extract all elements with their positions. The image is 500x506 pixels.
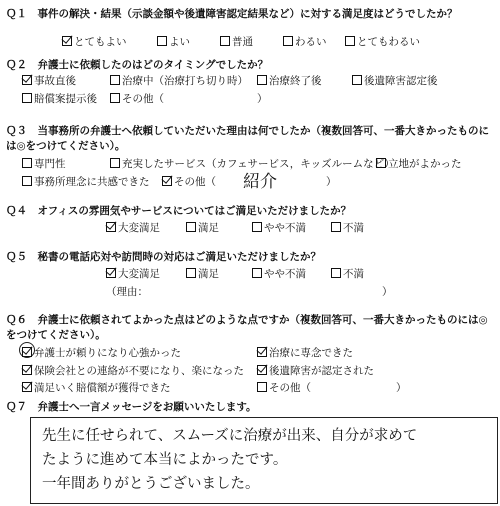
checkbox-icon xyxy=(110,158,120,168)
option-label: 賠償案提示後 xyxy=(34,93,97,105)
q3-close-paren: ） xyxy=(326,176,337,188)
option-label: 事故直後 xyxy=(34,75,76,87)
checkbox-icon xyxy=(186,222,196,232)
option-label: 充実したサービス（カフェサービス，キッズルームなど） xyxy=(122,158,395,170)
checkbox-icon xyxy=(252,268,262,278)
checkbox-icon xyxy=(110,75,120,85)
q2-option-right-after-accident[interactable] xyxy=(22,73,76,88)
option-label: 満足いく賠償額が獲得できた xyxy=(34,382,171,394)
checkbox-icon xyxy=(157,36,167,46)
option-label: 後遺障害認定後 xyxy=(364,75,438,87)
q6-option-no-insurer-contact[interactable] xyxy=(22,363,244,378)
q2-option-other[interactable] xyxy=(110,91,164,106)
option-label: やや不満 xyxy=(264,268,306,280)
checkbox-checked-icon xyxy=(22,382,32,392)
checkbox-checked-icon xyxy=(257,347,267,357)
q2-option-after-disability-cert[interactable] xyxy=(352,73,438,88)
q7-handwritten-line-1: 先生に任せられて、スムーズに治療が出来、自分が求めて xyxy=(42,428,418,444)
option-label: 治療終了後 xyxy=(269,75,322,87)
q7-handwritten-line-3: 一年間ありがとうございました。 xyxy=(42,476,260,492)
option-label: 弁護士が頼りになり心強かった xyxy=(34,347,181,359)
q1-option-very-bad[interactable] xyxy=(345,34,420,49)
checkbox-icon xyxy=(352,75,362,85)
option-label: 専門性 xyxy=(34,158,66,170)
checkbox-icon xyxy=(22,158,32,168)
q4-option-somewhat-dissatisfied[interactable] xyxy=(252,220,306,235)
option-label: 大変満足 xyxy=(118,268,160,280)
option-label: 満足 xyxy=(198,268,219,280)
option-label: 事務所理念に共感できた xyxy=(34,176,150,188)
checkbox-checked-icon xyxy=(257,365,267,375)
checkbox-checked-icon xyxy=(106,268,116,278)
option-label: その他（ xyxy=(174,176,216,188)
q3-option-location[interactable] xyxy=(376,156,462,171)
q7-handwritten-line-2: たように進めて本当によかったです。 xyxy=(42,452,288,468)
option-label: 不満 xyxy=(343,222,364,234)
checkbox-icon xyxy=(110,93,120,103)
q2-close-paren: ） xyxy=(257,93,268,105)
checkbox-icon xyxy=(257,382,267,392)
q5-option-dissatisfied[interactable] xyxy=(331,266,364,281)
checkbox-checked-icon xyxy=(162,176,172,186)
q2-option-during-treatment[interactable] xyxy=(110,73,248,88)
checkbox-icon xyxy=(22,93,32,103)
option-label: わるい xyxy=(295,36,327,48)
option-label: よい xyxy=(169,36,190,48)
q6-option-reliable-lawyer[interactable] xyxy=(22,345,181,360)
q4-option-dissatisfied[interactable] xyxy=(331,220,364,235)
checkbox-icon xyxy=(331,268,341,278)
q2-option-after-treatment[interactable] xyxy=(257,73,322,88)
checkbox-icon xyxy=(186,268,196,278)
q4-option-very-satisfied[interactable] xyxy=(106,220,160,235)
q6-question: Ｑ６ 弁護士に依頼されてよかった点はどのような点ですか（複数回答可、一番大きかったものには◎をつけてください）。 xyxy=(6,314,488,341)
option-label: とてもわるい xyxy=(357,36,420,48)
q3-option-philosophy[interactable] xyxy=(22,174,150,189)
q6-option-focus-on-treatment[interactable] xyxy=(257,345,353,360)
q5-option-satisfied[interactable] xyxy=(186,266,219,281)
q7-question: Ｑ７ 弁護士へ一言メッセージをお願いいたします。 xyxy=(6,401,257,413)
option-label: 不満 xyxy=(343,268,364,280)
checkbox-icon xyxy=(283,36,293,46)
checkbox-checked-icon xyxy=(22,75,32,85)
option-label: 保険会社との連絡が不要になり、楽になった xyxy=(34,365,244,377)
q6-option-disability-certified[interactable] xyxy=(257,363,374,378)
q5-reason-label: （理由： xyxy=(106,286,148,298)
q6-close-paren: ） xyxy=(396,382,407,394)
q1-option-bad[interactable] xyxy=(283,34,327,49)
q1-option-normal[interactable] xyxy=(220,34,253,49)
q5-option-very-satisfied[interactable] xyxy=(106,266,160,281)
option-label: 普通 xyxy=(232,36,253,48)
option-label: 満足 xyxy=(198,222,219,234)
checkbox-icon xyxy=(252,222,262,232)
q2-option-after-compensation-offer[interactable] xyxy=(22,91,97,106)
q5-question: Ｑ５ 秘書の電話応対や訪問時の対応はご満足いただけましたか？ xyxy=(6,251,321,263)
option-label: やや不満 xyxy=(264,222,306,234)
checkbox-checked-icon xyxy=(62,36,72,46)
option-label: 治療中（治療打ち切り時） xyxy=(122,75,248,87)
checkbox-icon xyxy=(220,36,230,46)
q3-question: Ｑ３ 当事務所の弁護士へ依頼していただいた理由は何でしたか（複数回答可、一番大きかったものには◎をつけてください）。 xyxy=(6,125,489,152)
checkbox-icon xyxy=(331,222,341,232)
option-label: 治療に専念できた xyxy=(269,347,353,359)
checkbox-icon xyxy=(376,158,386,168)
checkbox-icon xyxy=(345,36,355,46)
option-label: 大変満足 xyxy=(118,222,160,234)
q3-option-expertise[interactable] xyxy=(22,156,66,171)
q6-option-other[interactable] xyxy=(257,380,311,395)
option-label: その他（ xyxy=(269,382,311,394)
checkbox-checked-icon xyxy=(22,365,32,375)
option-label: 後遺障害が認定された xyxy=(269,365,374,377)
checkbox-icon xyxy=(22,176,32,186)
q6-option-satisfactory-compensation[interactable] xyxy=(22,380,171,395)
checkbox-checked-icon xyxy=(22,347,32,357)
q3-handwritten-answer: 紹介 xyxy=(243,172,277,192)
q5-reason-close-paren: ） xyxy=(382,286,393,298)
q1-option-good[interactable] xyxy=(157,34,190,49)
checkbox-icon xyxy=(257,75,267,85)
option-label: とてもよい xyxy=(74,36,127,48)
q2-question: Ｑ２ 弁護士に依頼したのはどのタイミングでしたか？ xyxy=(6,59,269,71)
checkbox-checked-icon xyxy=(106,222,116,232)
option-label: 立地がよかった xyxy=(388,158,462,170)
option-label: その他（ xyxy=(122,93,164,105)
q3-option-other[interactable] xyxy=(162,174,216,189)
q4-option-satisfied[interactable] xyxy=(186,220,219,235)
q4-question: Ｑ４ オフィスの雰囲気やサービスについてはご満足いただけましたか？ xyxy=(6,205,352,217)
q1-option-very-good[interactable] xyxy=(62,34,127,49)
q1-question: Ｑ１ 事件の解決・結果（示談金額や後遺障害認定結果など）に対する満足度はどうでしたか？ xyxy=(6,8,458,20)
q5-option-somewhat-dissatisfied[interactable] xyxy=(252,266,306,281)
